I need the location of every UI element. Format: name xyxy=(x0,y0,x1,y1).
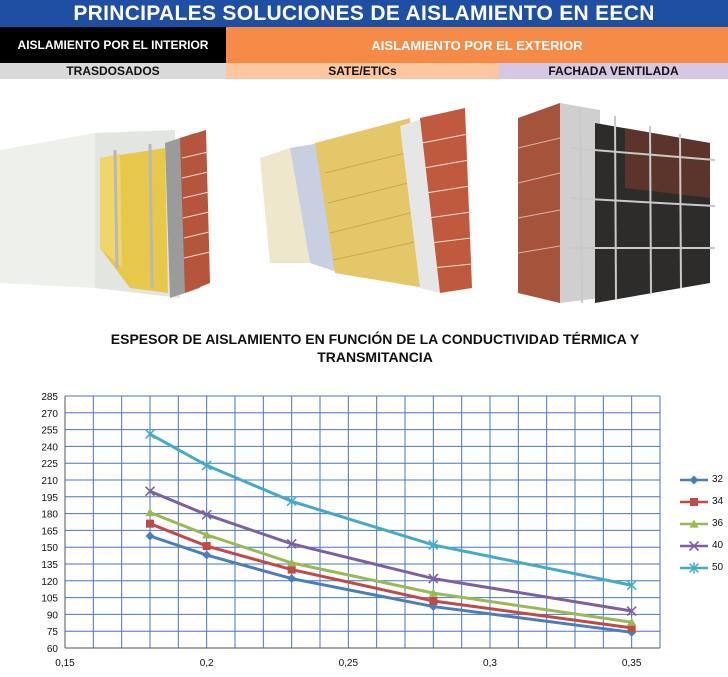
data-point xyxy=(287,574,296,583)
y-tick-label: 210 xyxy=(41,476,58,487)
y-tick-label: 75 xyxy=(46,627,58,639)
interior-header: AISLAMIENTO POR EL INTERIOR xyxy=(0,27,226,63)
x-tick-label: 0,35 xyxy=(621,658,642,669)
page-title: PRINCIPALES SOLUCIONES DE AISLAMIENTO EN EECN xyxy=(0,0,728,27)
y-tick-label: 270 xyxy=(41,408,58,420)
x-tick-label: 0,25 xyxy=(338,658,359,669)
data-point xyxy=(288,566,296,574)
data-point xyxy=(690,498,698,506)
chart-title: ESPESOR DE AISLAMIENTO EN FUNCIÓN DE LA CONDUCTIVIDAD TÉRMICA Y TRANSMITANCIA xyxy=(110,331,640,365)
x-tick-label: 0,2 xyxy=(199,658,214,669)
x-tick-label: 0,3 xyxy=(483,658,497,669)
legend-label: 34 xyxy=(712,496,724,507)
x-tick-label: 0,15 xyxy=(55,658,75,669)
y-tick-label: 90 xyxy=(46,610,58,622)
y-tick-label: 285 xyxy=(41,392,58,403)
fachada-ventilada-label: FACHADA VENTILADA xyxy=(499,63,728,79)
y-tick-label: 255 xyxy=(41,425,58,437)
data-point xyxy=(429,597,437,605)
legend-label: 36 xyxy=(712,518,724,529)
y-tick-label: 60 xyxy=(46,644,58,655)
sate-illustration xyxy=(250,88,480,313)
y-tick-label: 150 xyxy=(41,543,58,555)
data-point xyxy=(203,542,211,550)
y-axis-ticks xyxy=(41,392,58,655)
legend-label: 40 xyxy=(712,540,724,551)
series-line xyxy=(150,434,632,585)
y-tick-label: 105 xyxy=(41,593,58,605)
trasdosado-illustration xyxy=(0,88,226,313)
trasdosados-label: TRASDOSADOS xyxy=(0,63,226,79)
legend-swatch xyxy=(680,518,708,530)
y-tick-label: 120 xyxy=(41,576,58,588)
data-point xyxy=(146,508,155,516)
data-point xyxy=(690,476,699,485)
series-34 xyxy=(146,520,636,632)
x-axis-ticks xyxy=(55,658,642,669)
legend-swatch xyxy=(680,540,708,552)
legend-label: 32 xyxy=(712,474,724,485)
y-tick-label: 180 xyxy=(41,509,58,521)
fachada-ventilada-illustration xyxy=(510,88,728,313)
data-point xyxy=(146,520,154,528)
chart-series xyxy=(146,429,637,637)
y-tick-label: 135 xyxy=(41,560,58,571)
legend-label: 50 xyxy=(712,562,724,573)
data-point xyxy=(202,551,211,560)
exterior-header: AISLAMIENTO POR EL EXTERIOR xyxy=(226,27,728,63)
data-point xyxy=(146,429,155,440)
series-40 xyxy=(146,487,637,616)
legend-swatch xyxy=(680,496,708,508)
line-chart xyxy=(0,385,728,677)
y-tick-label: 195 xyxy=(41,492,58,504)
legend-swatch xyxy=(680,474,708,486)
data-point xyxy=(146,532,155,541)
y-tick-label: 165 xyxy=(41,526,58,538)
y-tick-label: 240 xyxy=(41,442,58,454)
series-50 xyxy=(146,429,637,591)
y-tick-label: 225 xyxy=(41,459,58,471)
sate-label: SATE/ETICs xyxy=(226,63,499,79)
legend-swatch xyxy=(680,562,708,574)
